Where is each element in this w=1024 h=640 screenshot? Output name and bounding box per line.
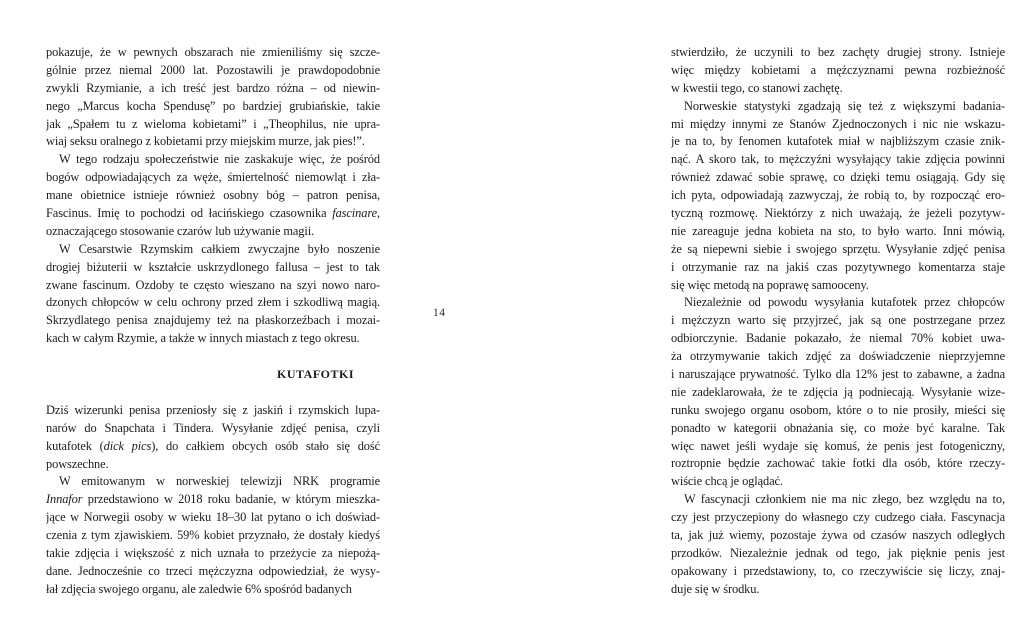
text-line: zwykli Rzymianie, a ich treść jest bardzo różna – od niewin- [46,80,380,95]
paragraph [671,44,1005,98]
text-line: nąć. A skoro tak, to mężczyźni wysyłający takie zdjęcia powinni [671,152,1005,167]
text-line: w kwestii tego, co stanowi zachętę. [671,80,843,95]
text-line: nie zadeklarowała, że te zdjęcia ją podniecają. Wysyłanie wize- [671,384,1005,399]
text-line: kach w całym Rzymie, a także w innych miastach z tego okresu. [46,331,360,346]
text-line: W Cesarstwie Rzymskim całkiem zwyczajne było noszenie [59,241,380,256]
text-line: więc między kobietami a mężczyznami pewna rozbieżność [671,62,1005,77]
text-line: gólnie przez niemal 2000 lat. Pozostawili je prawdopodobnie [46,62,380,77]
text-line: czenia z tym zjawiskiem. 59% kobiet przyznało, że dostały kiedyś [46,528,380,543]
text-line: wiaj seksu oralnego z kobietami przy miejskim murze, jak pies!”. [46,134,365,149]
text-line: roztropnie będzie zachować takie fotki dla osób, które rzeczy- [671,456,1005,471]
text-line: takie zdjęcia i większość z nich uznała to przeżycie za niepożą- [46,545,380,560]
text-line: jące w Norwegii osoby w wieku 18–30 lat pytano o ich doświad- [46,510,380,525]
text-line: ża otrzymywanie takich zdjęć za doświadczenie nieprzyjemne [671,349,1005,364]
text-line: wiście chcą je oglądać. [671,474,783,489]
paragraph [671,98,1005,295]
paragraph [46,402,380,474]
text-line: narów do Snapchata i Tindera. Wysyłanie zdjęć penisa, czyli [46,420,380,435]
text-line: Niezależnie od powodu wysyłania kutafotek przez chłopców [684,295,1005,310]
text-line: W tego rodzaju społeczeństwie nie zaskakuje więc, że pośród [59,152,380,167]
text-line: runku swojego organu osobom, które o to nie prosiły, mieści się [671,402,1005,417]
text-line: że są niepewni siebie i swojego sprzętu. Wysyłanie zdjęć penisa [671,241,1005,256]
text-line: odbiorczynie. Badanie pokazało, że niemal 70% kobiet uwa- [671,331,1005,346]
text-line: i otrzymanie raz na jakiś czas pozytywnego komentarza staje [671,259,1005,274]
text-line: zwane fascinum. Ozdoby te często wieszano na szyi nowo naro- [46,277,380,292]
text-line: mane obietnice istnieje również osobny bóg – patron penisa, [46,188,380,203]
text-line: opakowany i przedstawiony, to, co rzeczywiście się liczy, znaj- [671,563,1005,578]
text-line: nego „Marcus kocha Spendusę” po bardziej grubiańskie, takie [46,98,380,113]
text-line: stwierdziło, że uczynili to bez zachęty drugiej strony. Istnieje [671,45,1005,59]
text-line: przodków. Niezależnie jednak od tego, jak pięknie penis jest [671,545,1005,560]
text-line: je na to, by fenomen kutafotek miał w najbliższym czasie znik- [671,134,1005,149]
text-line: i naruszające prywatność. Tylko dla 12% jest to zabawne, a żadna [671,367,1005,382]
text-line: nie zareaguje jedna kobieta na sto, to było warto. Inni mówią, [671,223,1005,238]
text-line: drogiej biżuterii w kształcie uskrzydlonego fallusa – jest to tak [46,259,380,274]
text-line: W fascynacji członkiem nie ma nic złego, bez względu na to, [684,492,1005,507]
text-line: jak „Spałem tu z wieloma kobietami” i „Theophilus, nie upra- [46,116,380,131]
text-line: mi między innymi ze Stanów Zjednoczonych i nic nie wskazu- [671,116,1005,131]
text-line: kutafotek (dick pics), do całkiem obcych osób stało się dość [46,438,380,453]
paragraph [671,294,1005,491]
text-line: bogów odpowiadających za węże, śmiertelność niemowląt i zła- [46,170,380,185]
text-line: dane. Jednocześnie co trzeci mężczyzna odpowiedział, że wysy- [46,563,380,578]
paragraph [46,473,380,598]
section-heading-block [46,348,380,402]
text-line: powszechne. [46,456,109,471]
text-line: Innafor przedstawiono w 2018 roku badanie, w którym mieszka- [46,492,380,507]
text-line: W emitowanym w norweskiej telewizji NRK programie [59,474,380,489]
page-left [46,44,380,599]
text-line: Norweskie statystyki zgadzają się też z większymi badania- [684,98,1005,113]
text-line: oznaczającego stosowanie czarów lub używanie magii. [46,223,315,238]
text-line: dzonych chłopców w celu ochrony przed złem i szkodliwą magią. [46,295,380,310]
paragraph [46,44,380,151]
text-line: się więc metodą na poprawę samooceny. [671,277,869,292]
text-line: czy jest przyczepiony do własnego czy cudzego ciała. Fascynacja [671,510,1005,525]
paragraph [46,241,380,348]
text-line: również zdawać sobie sprawę, co dzięki temu osiągają. Gdy się [671,170,1005,185]
page-number: 14 [433,307,446,319]
text-line: Dziś wizerunki penisa przeniosły się z jaskiń i rzymskich lupa- [46,402,380,417]
text-line: ta, jak już wiemy, pozostaje żywa od czasów naszych odległych [671,528,1005,543]
text-line: duje się w środku. [671,581,760,596]
text-line: i mężczyzn warto się przyjrzeć, jak są one postrzegane przez [671,313,1005,328]
section-heading: KUTAFOTKI [277,367,354,382]
text-line: ponadto w kategorii obnażania się, co może być karalne. Tak [671,420,1005,435]
text-line: ich pyta, odpowiadają zazwyczaj, że robią to, by rozpocząć ero- [671,188,1005,203]
text-line: Fascinus. Imię to pochodzi od łacińskiego czasownika fascinare, [46,206,380,221]
paragraph [46,151,380,240]
paragraph [671,491,1005,598]
text-line: Skrzydlatego penisa znajdujemy też na płaskorzeźbach i mozai- [46,313,380,328]
text-line: pokazuje, że w pewnych obszarach nie zmieniliśmy się szcze- [46,45,380,59]
text-line: tyczną rozmowę. Niektórzy z nich uważają, że jeżeli pozytyw- [671,206,1005,221]
text-line: łał zdjęcia swojego organu, ale zaledwie 6% spośród badanych [46,581,352,596]
page-right [671,44,1005,599]
text-line: więc nawet jeśli wydaje się komuś, że penis jest fotogeniczny, [671,438,1005,453]
